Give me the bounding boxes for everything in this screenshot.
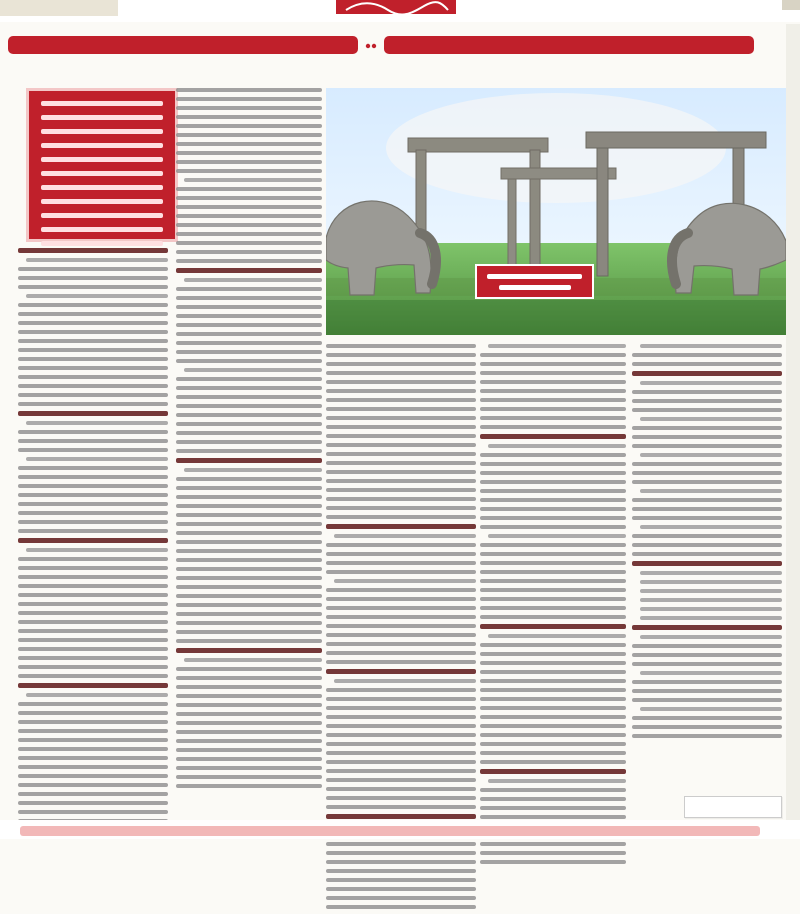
credit-box xyxy=(684,796,782,818)
text-column-4 xyxy=(480,344,626,869)
edge-strip xyxy=(786,24,800,824)
photo-caption-box xyxy=(476,265,593,298)
headline xyxy=(8,28,776,62)
masthead xyxy=(0,0,800,22)
text-column-5 xyxy=(632,344,782,743)
feature-photo xyxy=(326,88,786,335)
text-column-1 xyxy=(18,244,168,828)
text-column-2 xyxy=(176,88,322,793)
intro-box xyxy=(26,88,178,242)
next-headline-strip xyxy=(20,826,760,836)
domain-label xyxy=(782,0,800,10)
footer-strip xyxy=(0,820,800,839)
masthead-logo xyxy=(336,0,456,14)
publication-label xyxy=(0,0,118,16)
intro-text-lines xyxy=(41,101,163,255)
